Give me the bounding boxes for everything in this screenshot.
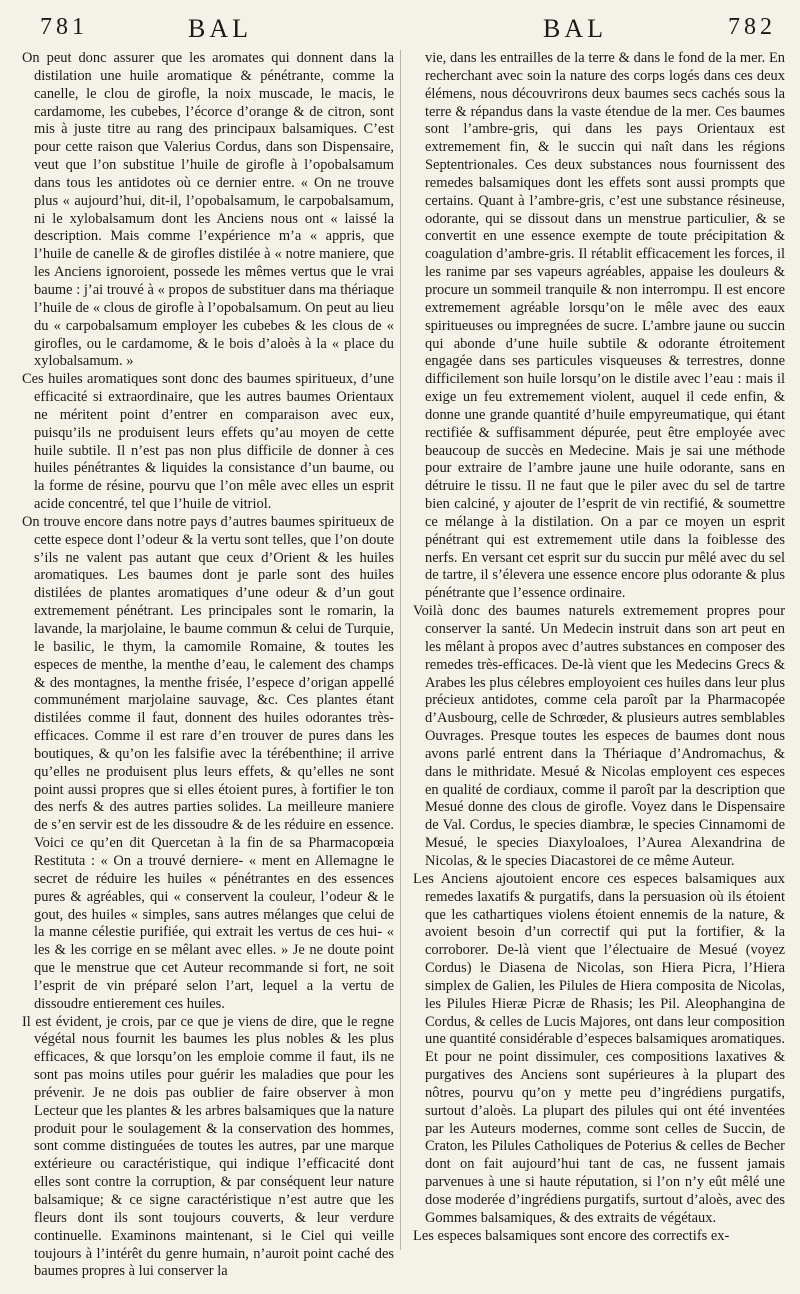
paragraph: Les especes balsamiques sont encore des correctifs ex- [413, 1227, 730, 1244]
left-running-head: BAL [188, 14, 252, 43]
left-page-number: 781 [40, 14, 88, 40]
right-running-head: BAL [543, 14, 607, 43]
paragraph: Les Anciens ajoutoient encore ces especes balsamiques aux remedes laxatifs & purgatifs, dans la persuasion où ils étoient que les cathartiques violens étoient ennemis de la nature, & avoient besoin d’un correctif qui put la fortifier, & la corroborer. De-là vient que l’électuaire de Mesué (voyez Cordus) le Diasena de Nicolas, son Hiera Picra, l’Hiera simplex de Galien, les Pilules de Hiera composita de Nicolas, les Pilules Hieræ Picræ de Rhasis; les Pil. Aleophangina de Cordus, & celles de Lucis Majores, ont dans leur composition une quantité considérable d’especes balsamiques aromatiques. Et pour ne point dissimuler, ces compositions laxatives & purgatives des Anciens sont supérieures à la plupart des nôtres, pourvu qu’on y mette peu d’ingrédiens purgatifs, surtout d’aloès. La plupart des pilules qui ont été inventées par les Auteurs modernes, comme sont celles de Succin, de Craton, les Pilules Catholiques de Poterius & celles de Becher dont on fait aujourd’hui tant de cas, ne fussent jamais parvenues à une si haute réputation, si l’on n’y eût mêlé une dose moderée d’ingrédiens purgatifs, surtout d’aloès, avec des Gommes balsamiques, & des extraits de végétaux. [413, 870, 786, 1226]
paragraph: Voilà donc des baumes naturels extremement propres pour conserver la santé. Un Medecin instruit dans son art peut en les mêlant à propos avec d’autres substances en composer des remedes très-efficaces. De-là vient que les Medecins Grecs & Arabes les plus célebres employoient ces huiles dans leur plus précieux antidotes, comme cela paroît par la Pharmacopée d’Ausbourg, celle de Schrœder, & plusieurs autres semblables Ouvrages. Presque toutes les especes de baumes dont nous avons parlé entrent dans la Thériaque d’Andromachus, & dans le mithridate. Mesué & Nicolas employent ces especes en qualité de cordiaux, comme il paroît par la description que Mesué donne des clous de girofle. Voyez dans le Dispensaire de Val. Cordus, le species diambræ, le species Cinnamomi de Mesué, le species Diaxyloaloes, l’Aurea Alexandrina de Nicolas, & le species Diacastorei de ce même Auteur. [413, 603, 785, 869]
paragraph: Ces huiles aromatiques sont donc des baumes spiritueux, d’une efficacité si extraordinaire, que les autres baumes Orientaux ne méritent point d’entrer en comparaison avec eux, puisqu’ils ne produisent leurs effets qu’au moyen de cette huile subtile. Il n’est pas non plus difficile de donner à ces huiles pénétrantes & liquides la consistance d’un baume, ou la forme de résine, pourvu que l’on mêle avec elles un esprit acide concentré, tel que l’huile de vitriol. [22, 371, 394, 513]
right-page-number: 782 [728, 14, 776, 40]
column-divider [400, 50, 401, 1250]
paragraph: vie, dans les entrailles de la terre & dans le fond de la mer. En recherchant avec soin la nature des corps logés dans ces deux élémens, nous découvrirons deux baumes secs cachés sous la terre & répandus dans la vaste étendue de la mer. Ces baumes sont l’ambre-gris, qui dans les pays Orientaux est extremement fin, & le succin qui naît dans les régions Septentrionales. Ces deux substances nous fournissent des remedes balsamiques dont les effets sont aussi prompts que certains. Quant à l’ambre-gris, c’est une substance résineuse, odorante, qui se dissout dans un menstrue particulier, & se convertit en une essence exempte de toute précipitation & coagulation d’ambre-gris. Il rétablit efficacement les forces, il les ranime par ses vapeurs agréables, appaise les douleurs & procure un sommeil tranquile & non interrompu. Il est encore extremement agréable lorsqu’on le mêle avec des eaux spiritueuses ou impregnées de sucre. L’ambre jaune ou succin qui abonde d’une huile subtile & odorante étroitement engagée dans ses particules visqueuses & terrestres, donne difficilement son huile lorsqu’on le distile avec l’eau : mais il exige un feu extremement violent, auquel il cede enfin, & donne une grande quantité d’huile empyreumatique, qui étant rectifiée & suffisamment dépurée, peut être employée avec beaucoup de succès en Medecine. Mais je sai une méthode pour extraire de l’ambre jaune une huile odorante, sans en détruire le tissu. Il ne faut que le piler avec du sel de tartre bien calciné, y ajouter de l’esprit de vin rectifié, & soumettre ce mélange à la distilation. On a par ce moyen un esprit pénétrant qui est extremement utile dans la foiblesse des nerfs. En versant cet esprit sur du succin pur mêlé avec du sel de tartre, il s’élevera une essence encore plus odorante & plus pénétrante que l’essence ordinaire. [425, 50, 785, 602]
left-column [22, 50, 394, 1281]
paragraph: On peut donc assurer que les aromates qui donnent dans la distilation une huile aromatique & pénétrante, comme la canelle, le clou de girofle, la noix muscade, le macis, le cardamome, les cubebes, l’écorce d’orange & de citron, sont mis à juste titre au rang des principaux balsamiques. C’est pour cette raison que Valerius Cordus, dans son Dispensaire, veut que l’on substitue l’huile de girofle à l’opobalsamum dans tous les antidotes où ce dernier entre. « On ne trouve plus « aujourd’hui, dit-il, l’opobalsamum, le carpobalsamum, ni le xylobalsamum dont les Anciens nous ont « laissé la description. Mais comme l’expérience m’a « appris, que l’huile de canelle & de girofles distilée à « notre maniere, que les Anciens ignoroient, possede les mêmes vertus que le vrai baume : j’ai trouvé à « propos de substituer dans ma thériaque l’huile de « clous de girofle à l’opobalsamum. On peut au lieu du « carpobalsamum employer les cubebes & les clous de « girofles, ou le cardamome, & le bois d’aloès à la « place du xylobalsamum. » [22, 50, 394, 370]
right-column [413, 50, 785, 1246]
paragraph: Il est évident, je crois, par ce que je viens de dire, que le regne végétal nous fournit les baumes les plus nobles & les plus efficaces, & que lorsqu’on les emploie comme il faut, ils ne sont pas moins utiles pour guérir les maladies que pour les prévenir. Je ne dois pas oublier de faire observer à mon Lecteur que les plantes & les arbres balsamiques que la nature produit pour le soulagement & la conservation des hommes, sont comme distinguées de toutes les autres, par une marque extérieure ou caractéristique, qui indique l’efficacité dont elles sont contre la corruption, & par conséquent leur nature balsamique; & ce signe caractéristique n’est autre que les fleurs dont ils sont toujours couverts, & leur verdure continuelle. Examinons maintenant, si le Ciel qui veille toujours à l’intérêt du genre humain, n’auroit point caché des baumes propres à lui conserver la [22, 1013, 394, 1280]
paragraph: On trouve encore dans notre pays d’autres baumes spiritueux de cette espece dont l’odeur & la vertu sont telles, que l’on doute s’ils ne valent pas autant que ceux d’Orient & les huiles aromatiques. Les baumes dont je parle sont des huiles distilées de plantes aromatiques d’une odeur & d’un gout extremement pénétrant. Les principales sont le romarin, la lavande, la marjolaine, le baume commun & celui de Turquie, le basilic, le thym, la camomile Romaine, & toutes les especes de menthe, la menthe d’eau, le calement des champs & des montagnes, la menthe frisée, l’espece d’origan appellé communément marjolaine sauvage, &c. Ces plantes étant distilées comme il faut, donnent des huiles odorantes très-efficaces. Comme il est rare d’en trouver de pures dans les boutiques, & qu’on les falsifie avec la térébenthine; il arrive qu’elles ne produisent plus leurs effets, & qu’elles ne sont point aussi propres que si elles étoient pures, à fortifier le ton des nerfs & des autres parties solides. La meilleure maniere de s’en servir est de les dissoudre & de les réduire en essence. Voici ce qu’en dit Quercetan à la fin de sa Pharmacopœia Restituta : « On a trouvé derniere- « ment en Allemagne le secret de réduire les huiles « pénétrantes en des essences pures & agréables, qui « conservent la couleur, l’odeur & le gout, des huiles « simples, sans autres mélanges que celui de la manne célestie purifiée, qui extrait les vertus de ces hui- « les & les corrige en se mêlant avec elles. » Je ne doute point que le menstrue que cet Auteur recommande si fort, ne soit l’esprit de vin préparé selon l’art, lequel a la vertu de dissoudre entierement ces huiles. [22, 513, 394, 1012]
